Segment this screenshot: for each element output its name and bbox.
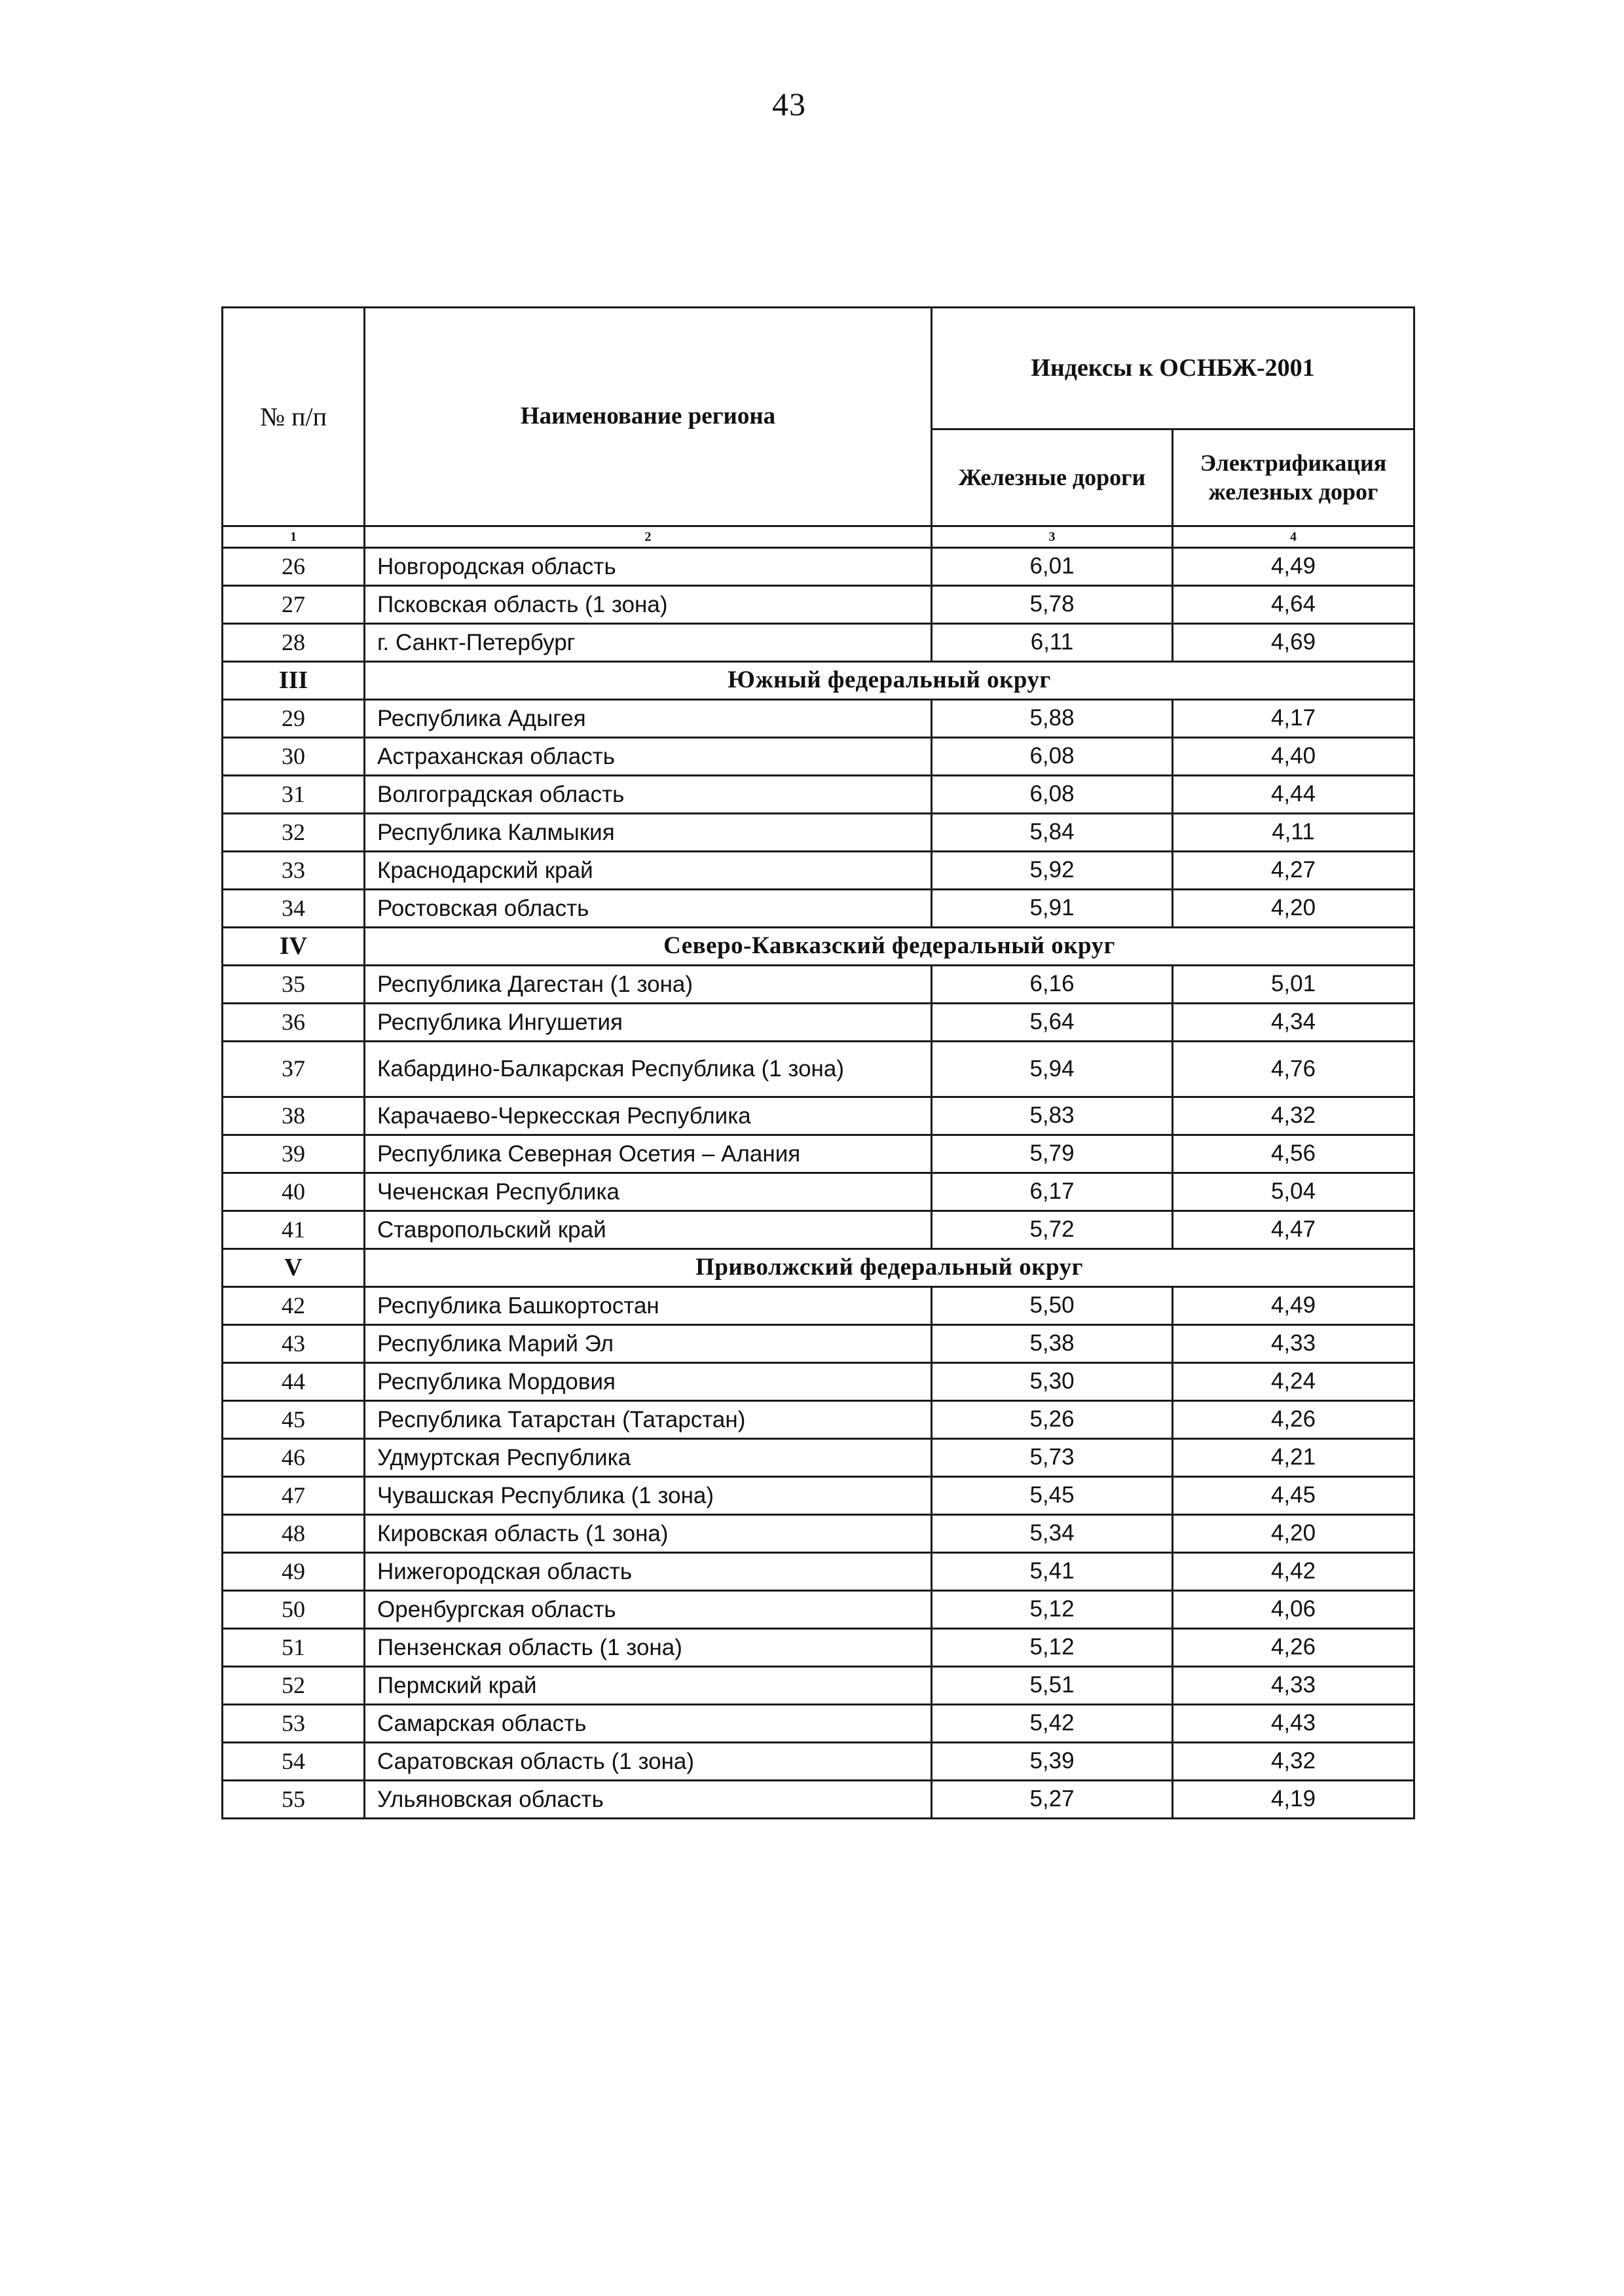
table-row bbox=[223, 548, 1414, 586]
row-number: 49 bbox=[223, 1553, 365, 1591]
column-number: 4 bbox=[1173, 526, 1414, 548]
region-name: Псковская область (1 зона) bbox=[365, 586, 932, 624]
region-name: Республика Северная Осетия – Алания bbox=[365, 1135, 932, 1173]
row-number: 39 bbox=[223, 1135, 365, 1173]
electrification-index: 4,32 bbox=[1173, 1743, 1414, 1781]
region-name: Кабардино-Балкарская Республика (1 зона) bbox=[365, 1042, 932, 1097]
railways-index: 5,38 bbox=[932, 1325, 1173, 1363]
district-roman-number: V bbox=[223, 1249, 365, 1287]
region-name: Саратовская область (1 зона) bbox=[365, 1743, 932, 1781]
electrification-index: 4,49 bbox=[1173, 548, 1414, 586]
row-number: 44 bbox=[223, 1363, 365, 1401]
railways-index: 5,42 bbox=[932, 1705, 1173, 1743]
railways-index: 6,16 bbox=[932, 966, 1173, 1004]
row-number: 36 bbox=[223, 1004, 365, 1042]
table-header bbox=[223, 308, 1414, 548]
electrification-index: 4,17 bbox=[1173, 700, 1414, 738]
table-row bbox=[223, 966, 1414, 1004]
region-name: г. Санкт-Петербург bbox=[365, 624, 932, 662]
row-number: 37 bbox=[223, 1042, 365, 1097]
region-name: Ростовская область bbox=[365, 890, 932, 928]
header-railways: Железные дороги bbox=[932, 429, 1173, 526]
column-number: 3 bbox=[932, 526, 1173, 548]
table-row bbox=[223, 1287, 1414, 1325]
table-body bbox=[223, 548, 1414, 1819]
railways-index: 5,94 bbox=[932, 1042, 1173, 1097]
region-name: Астраханская область bbox=[365, 738, 932, 776]
railways-index: 6,11 bbox=[932, 624, 1173, 662]
railways-index: 5,91 bbox=[932, 890, 1173, 928]
row-number: 38 bbox=[223, 1097, 365, 1135]
region-name: Удмуртская Республика bbox=[365, 1439, 932, 1477]
electrification-index: 4,42 bbox=[1173, 1553, 1414, 1591]
regional-indices-table bbox=[221, 306, 1415, 1819]
electrification-index: 4,69 bbox=[1173, 624, 1414, 662]
railways-index: 6,17 bbox=[932, 1173, 1173, 1211]
railways-index: 5,34 bbox=[932, 1515, 1173, 1553]
row-number: 54 bbox=[223, 1743, 365, 1781]
electrification-index: 4,19 bbox=[1173, 1781, 1414, 1819]
region-name: Республика Дагестан (1 зона) bbox=[365, 966, 932, 1004]
header-number: № п/п bbox=[223, 308, 365, 526]
region-name: Республика Ингушетия bbox=[365, 1004, 932, 1042]
table-row bbox=[223, 624, 1414, 662]
row-number: 28 bbox=[223, 624, 365, 662]
railways-index: 5,72 bbox=[932, 1211, 1173, 1249]
electrification-index: 4,56 bbox=[1173, 1135, 1414, 1173]
electrification-index: 4,33 bbox=[1173, 1667, 1414, 1705]
electrification-index: 5,01 bbox=[1173, 966, 1414, 1004]
region-name: Волгоградская область bbox=[365, 776, 932, 814]
electrification-index: 4,49 bbox=[1173, 1287, 1414, 1325]
page-number: 43 bbox=[772, 86, 806, 122]
table-row bbox=[223, 700, 1414, 738]
railways-index: 5,64 bbox=[932, 1004, 1173, 1042]
railways-index: 5,45 bbox=[932, 1477, 1173, 1515]
column-number-row bbox=[223, 526, 1414, 548]
region-name: Чеченская Республика bbox=[365, 1173, 932, 1211]
row-number: 32 bbox=[223, 814, 365, 852]
electrification-index: 4,11 bbox=[1173, 814, 1414, 852]
table-row bbox=[223, 1211, 1414, 1249]
row-number: 34 bbox=[223, 890, 365, 928]
district-section-row bbox=[223, 662, 1414, 700]
row-number: 42 bbox=[223, 1287, 365, 1325]
electrification-index: 4,26 bbox=[1173, 1401, 1414, 1439]
region-name: Республика Мордовия bbox=[365, 1363, 932, 1401]
table-row bbox=[223, 1004, 1414, 1042]
region-name: Республика Марий Эл bbox=[365, 1325, 932, 1363]
table-row bbox=[223, 814, 1414, 852]
table-row bbox=[223, 776, 1414, 814]
region-name: Карачаево-Черкесская Республика bbox=[365, 1097, 932, 1135]
row-number: 45 bbox=[223, 1401, 365, 1439]
railways-index: 5,83 bbox=[932, 1097, 1173, 1135]
electrification-index: 4,64 bbox=[1173, 586, 1414, 624]
column-number: 1 bbox=[223, 526, 365, 548]
electrification-index: 4,32 bbox=[1173, 1097, 1414, 1135]
electrification-index: 4,34 bbox=[1173, 1004, 1414, 1042]
railways-index: 5,79 bbox=[932, 1135, 1173, 1173]
railways-index: 5,84 bbox=[932, 814, 1173, 852]
row-number: 52 bbox=[223, 1667, 365, 1705]
electrification-index: 5,04 bbox=[1173, 1173, 1414, 1211]
header-electrification: Электрификация железных дорог bbox=[1173, 429, 1414, 526]
region-name: Краснодарский край bbox=[365, 852, 932, 890]
electrification-index: 4,45 bbox=[1173, 1477, 1414, 1515]
header-region-name: Наименование региона bbox=[365, 308, 932, 526]
table-row bbox=[223, 1439, 1414, 1477]
region-name: Республика Адыгея bbox=[365, 700, 932, 738]
district-title: Северо-Кавказский федеральный округ bbox=[365, 928, 1414, 966]
row-number: 35 bbox=[223, 966, 365, 1004]
railways-index: 6,01 bbox=[932, 548, 1173, 586]
region-name: Самарская область bbox=[365, 1705, 932, 1743]
electrification-index: 4,40 bbox=[1173, 738, 1414, 776]
row-number: 46 bbox=[223, 1439, 365, 1477]
railways-index: 6,08 bbox=[932, 738, 1173, 776]
region-name: Республика Калмыкия bbox=[365, 814, 932, 852]
electrification-index: 4,76 bbox=[1173, 1042, 1414, 1097]
table-row bbox=[223, 1515, 1414, 1553]
railways-index: 5,27 bbox=[932, 1781, 1173, 1819]
electrification-index: 4,33 bbox=[1173, 1325, 1414, 1363]
table-row bbox=[223, 1667, 1414, 1705]
district-section-row bbox=[223, 928, 1414, 966]
table-row bbox=[223, 1553, 1414, 1591]
row-number: 29 bbox=[223, 700, 365, 738]
railways-index: 5,73 bbox=[932, 1439, 1173, 1477]
row-number: 41 bbox=[223, 1211, 365, 1249]
district-section-row bbox=[223, 1249, 1414, 1287]
region-name: Ульяновская область bbox=[365, 1781, 932, 1819]
row-number: 55 bbox=[223, 1781, 365, 1819]
electrification-index: 4,43 bbox=[1173, 1705, 1414, 1743]
electrification-index: 4,26 bbox=[1173, 1629, 1414, 1667]
railways-index: 5,30 bbox=[932, 1363, 1173, 1401]
row-number: 51 bbox=[223, 1629, 365, 1667]
electrification-index: 4,20 bbox=[1173, 1515, 1414, 1553]
railways-index: 5,92 bbox=[932, 852, 1173, 890]
region-name: Пензенская область (1 зона) bbox=[365, 1629, 932, 1667]
row-number: 43 bbox=[223, 1325, 365, 1363]
electrification-index: 4,47 bbox=[1173, 1211, 1414, 1249]
row-number: 50 bbox=[223, 1591, 365, 1629]
region-name: Пермский край bbox=[365, 1667, 932, 1705]
region-name: Новгородская область bbox=[365, 548, 932, 586]
table-row bbox=[223, 1743, 1414, 1781]
region-name: Республика Татарстан (Татарстан) bbox=[365, 1401, 932, 1439]
district-roman-number: IV bbox=[223, 928, 365, 966]
railways-index: 5,51 bbox=[932, 1667, 1173, 1705]
railways-index: 5,12 bbox=[932, 1629, 1173, 1667]
table-row bbox=[223, 1363, 1414, 1401]
railways-index: 5,12 bbox=[932, 1591, 1173, 1629]
table-row bbox=[223, 1401, 1414, 1439]
electrification-index: 4,24 bbox=[1173, 1363, 1414, 1401]
row-number: 27 bbox=[223, 586, 365, 624]
district-title: Южный федеральный округ bbox=[365, 662, 1414, 700]
table-row bbox=[223, 1173, 1414, 1211]
railways-index: 5,26 bbox=[932, 1401, 1173, 1439]
table-row bbox=[223, 738, 1414, 776]
row-number: 53 bbox=[223, 1705, 365, 1743]
table-row bbox=[223, 1705, 1414, 1743]
district-roman-number: III bbox=[223, 662, 365, 700]
railways-index: 5,39 bbox=[932, 1743, 1173, 1781]
region-name: Оренбургская область bbox=[365, 1591, 932, 1629]
railways-index: 5,88 bbox=[932, 700, 1173, 738]
region-name: Нижегородская область bbox=[365, 1553, 932, 1591]
electrification-index: 4,44 bbox=[1173, 776, 1414, 814]
region-name: Ставропольский край bbox=[365, 1211, 932, 1249]
table-row bbox=[223, 586, 1414, 624]
row-number: 40 bbox=[223, 1173, 365, 1211]
district-title: Приволжский федеральный округ bbox=[365, 1249, 1414, 1287]
row-number: 31 bbox=[223, 776, 365, 814]
region-name: Кировская область (1 зона) bbox=[365, 1515, 932, 1553]
row-number: 33 bbox=[223, 852, 365, 890]
electrification-index: 4,21 bbox=[1173, 1439, 1414, 1477]
header-indices-group: Индексы к ОСНБЖ-2001 bbox=[932, 308, 1414, 429]
table-row bbox=[223, 1477, 1414, 1515]
electrification-index: 4,06 bbox=[1173, 1591, 1414, 1629]
row-number: 48 bbox=[223, 1515, 365, 1553]
table-row bbox=[223, 852, 1414, 890]
railways-index: 5,78 bbox=[932, 586, 1173, 624]
region-name: Чувашская Республика (1 зона) bbox=[365, 1477, 932, 1515]
railways-index: 5,41 bbox=[932, 1553, 1173, 1591]
column-number: 2 bbox=[365, 526, 932, 548]
electrification-index: 4,27 bbox=[1173, 852, 1414, 890]
row-number: 30 bbox=[223, 738, 365, 776]
railways-index: 5,50 bbox=[932, 1287, 1173, 1325]
table-row bbox=[223, 1325, 1414, 1363]
table-row bbox=[223, 1135, 1414, 1173]
row-number: 26 bbox=[223, 548, 365, 586]
electrification-index: 4,20 bbox=[1173, 890, 1414, 928]
table-row bbox=[223, 1042, 1414, 1097]
table-row bbox=[223, 1097, 1414, 1135]
table-row bbox=[223, 890, 1414, 928]
railways-index: 6,08 bbox=[932, 776, 1173, 814]
table-row bbox=[223, 1629, 1414, 1667]
table-row bbox=[223, 1591, 1414, 1629]
table-row bbox=[223, 1781, 1414, 1819]
region-name: Республика Башкортостан bbox=[365, 1287, 932, 1325]
row-number: 47 bbox=[223, 1477, 365, 1515]
